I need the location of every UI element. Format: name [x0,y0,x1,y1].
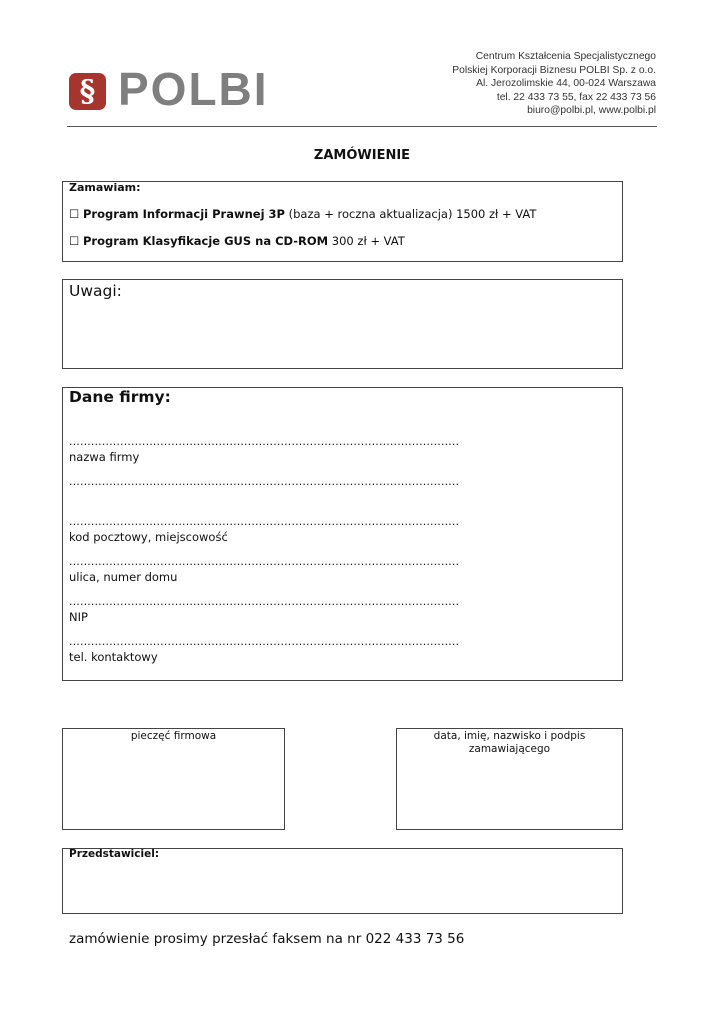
option-details: 300 zł + VAT [328,234,405,248]
logo-text: POLBI [118,63,269,115]
company-data-label: Dane firmy: [69,388,171,406]
fax-instruction: zamówienie prosimy przesłać faksem na nr 022 433 73 56 [69,931,465,947]
nip-label: NIP [69,610,88,624]
section-sign-icon: § [79,73,96,109]
signature-label-line: zamawiającego [468,743,551,755]
option-details: (baza + roczna aktualizacja) 1500 zł + VAT [284,207,537,221]
phone-field[interactable]: ........................................................................................................... [69,635,460,648]
street-label: ulica, numer domu [69,570,178,584]
stamp-label: pieczęć firmowa [130,730,217,742]
company-name-line2-field[interactable]: ........................................................................................................... [69,475,460,488]
address-line: Al. Jerozolimskie 44, 00-024 Warszawa [476,78,656,90]
order-option-gus[interactable] [69,234,405,248]
checkbox-icon[interactable]: ☐ [69,234,80,248]
address-line: tel. 22 433 73 55, fax 22 433 73 56 [496,91,656,103]
address-line: Polskiej Korporacji Biznesu POLBI Sp. z o.o. [452,64,656,76]
signature-label [397,730,622,756]
order-option-3p[interactable] [69,207,536,221]
notes-box[interactable] [62,279,623,369]
company-name-label: nazwa firmy [69,450,140,464]
document-title: ZAMÓWIENIE [313,148,411,163]
address-line: Centrum Kształcenia Specjalistycznego [475,51,656,62]
address-line: biuro@polbi.pl, www.polbi.pl [527,105,656,117]
order-box [62,181,623,262]
company-name-field[interactable]: ........................................................................................................... [69,435,460,448]
header-divider [67,126,657,127]
option-name: Program Klasyfikacje GUS na CD-ROM [82,234,329,248]
phone-label: tel. kontaktowy [69,650,158,664]
notes-label: Uwagi: [69,282,122,300]
postal-city-label: kod pocztowy, miejscowość [69,530,228,544]
checkbox-icon[interactable]: ☐ [69,207,80,221]
option-name: Program Informacji Prawnej 3P [82,207,285,221]
nip-field[interactable]: ........................................................................................................... [69,595,460,608]
signature-label-line: data, imię, nazwisko i podpis [433,730,586,742]
representative-label: Przedstawiciel: [69,848,160,860]
postal-city-field[interactable]: ........................................................................................................... [69,515,460,528]
company-address [452,50,656,118]
street-field[interactable]: ........................................................................................................... [69,555,460,568]
logo-mark [69,73,106,110]
stamp-box[interactable] [62,728,285,830]
signature-box[interactable] [396,728,623,830]
order-heading: Zamawiam: [69,181,141,194]
